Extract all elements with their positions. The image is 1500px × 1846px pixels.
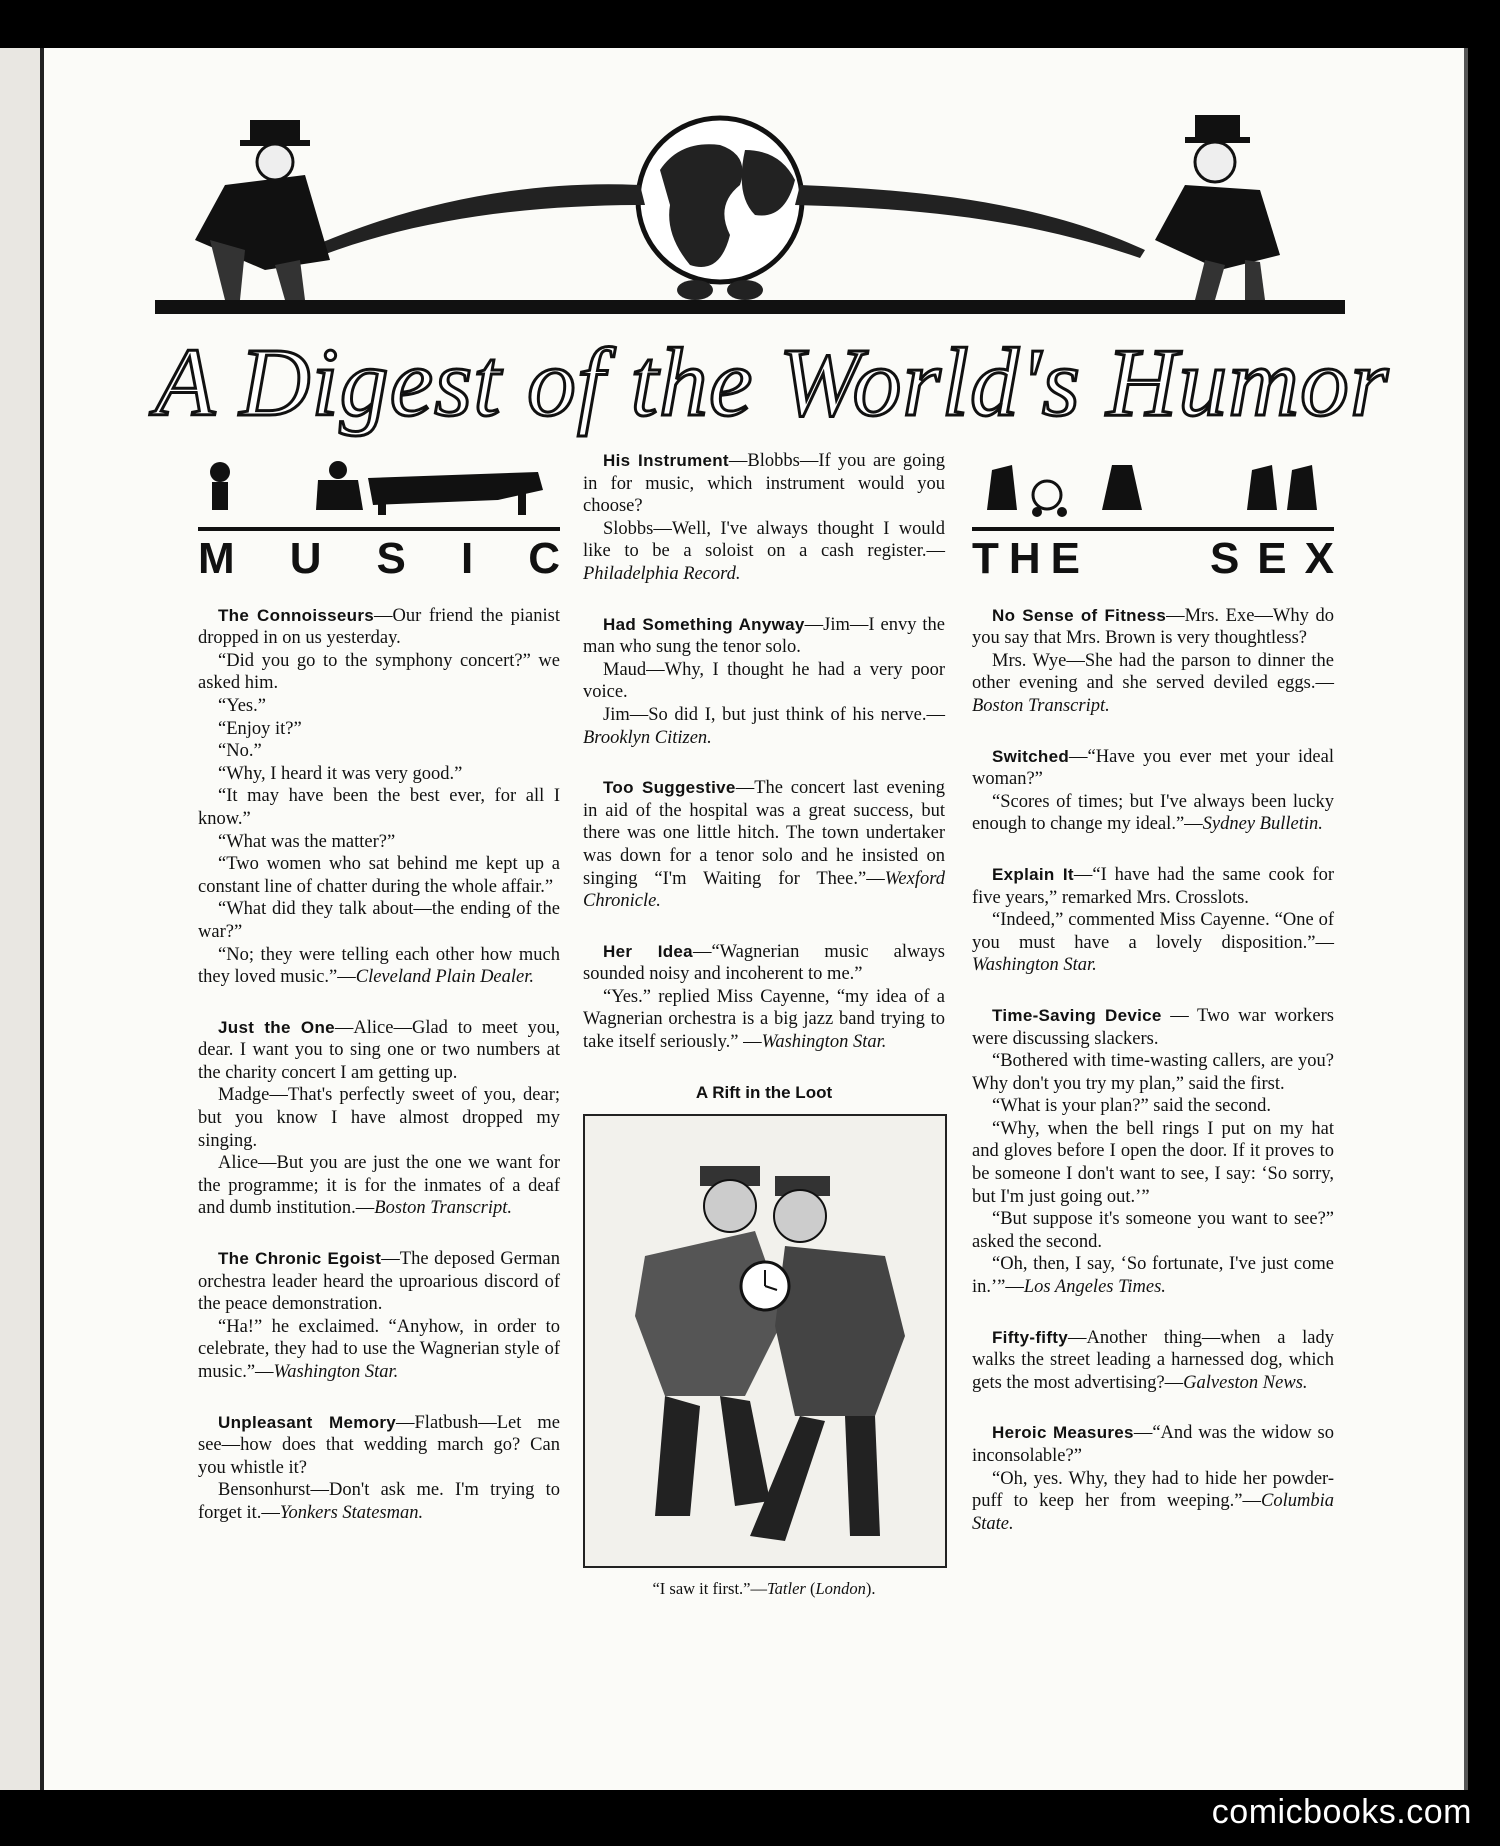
soldiers-fighting-over-clock-icon [585,1116,945,1566]
joke-headline: His Instrument [603,451,729,470]
joke-source: Yonkers Statesman. [279,1502,424,1523]
joke-item [972,864,1334,977]
joke-text: —Blobbs—If you are going in for music, which instrument would you choose? [583,451,945,517]
joke-paragraph [972,1005,1334,1050]
joke-item [583,450,945,586]
joke-text: “What is your plan?” said the second. [992,1096,1271,1117]
joke-paragraph [972,605,1334,650]
joke-item [972,605,1334,718]
caption-place: London [815,1579,866,1599]
joke-headline: Heroic Measures [992,1423,1134,1443]
joke-item [972,1422,1334,1535]
joke-paragraph [198,1479,560,1524]
globe-tug-of-war-illustration [155,90,1345,325]
joke-paragraph [198,1248,560,1316]
joke-paragraph [198,605,560,650]
joke-text: Alice—But you are just the one we want for the programme; it is for the inmates of a deaf and dumb institution.— [198,1153,560,1219]
joke-text: “Oh, yes. Why, they had to hide her powder-puff to keep her from weeping.”— [972,1468,1334,1512]
joke-paragraph [583,941,945,986]
page-title: A Digest of the World's Humor [155,329,1390,437]
joke-text: “What was the matter?” [218,831,396,852]
joke-text: “Indeed,” commented Miss Cayenne. “One of you must have a lovely disposition.”— [972,910,1334,953]
joke-item [198,605,560,989]
joke-paragraph [583,704,945,749]
joke-text: —Mrs. Exe—Why do you say that Mrs. Brown is very thoughtless? [972,605,1334,649]
joke-text: “Ha!” he exclaimed. “Anyhow, in order to celebrate, they had to use the Wagnerian style of music.”— [198,1316,560,1382]
joke-headline: Time-Saving Device [992,1005,1162,1025]
joke-source: Cleveland Plain Dealer. [355,967,535,988]
joke-source: Philadelphia Record. [583,563,741,584]
joke-text: —Flatbush—Let me see—how does that wedding march go? Can you whistle it? [198,1412,560,1478]
joke-paragraph [198,718,560,741]
joke-text: —“I have had the same cook for five years,” remarked Mrs. Crosslots. [972,864,1334,908]
joke-paragraph [198,831,560,854]
joke-source: Boston Transcript. [972,695,1110,716]
joke-source: Washington Star. [972,955,1097,976]
joke-text: “Two women who sat behind me kept up a constant line of chatter during the whole affair.” [198,854,560,897]
sex-heading [972,531,1352,587]
joke-paragraph [972,791,1334,836]
cartoon-caption: “I saw it first.”—Tatler (London). [652,1579,876,1599]
joke-text: “Scores of times; but I've always been lucky enough to change my ideal.”— [972,791,1334,835]
joke-paragraph [583,986,945,1054]
joke-paragraph [583,518,945,586]
joke-source: Los Angeles Times. [1023,1277,1166,1298]
joke-paragraph [972,864,1334,909]
joke-text: —Our friend the pianist dropped in on us yesterday. [198,605,560,649]
joke-text: “Why, I heard it was very good.” [218,763,463,784]
joke-headline: The Connoisseurs [218,605,375,625]
joke-source: Brooklyn Citizen. [583,727,712,748]
heading-letter: I [460,533,474,583]
cartoon-title: A Rift in the Loot [695,1082,833,1102]
joke-headline: Had Something Anyway [603,614,805,634]
sex-items [972,605,1334,1536]
joke-headline: Unpleasant Memory [218,1412,397,1432]
joke-paragraph [972,1422,1334,1467]
middle-column [583,450,945,1601]
joke-paragraph [972,1468,1334,1536]
heading-letter: U [289,533,322,583]
heading-word: SEX [1209,533,1352,583]
joke-source: Sydney Bulletin. [1202,814,1323,835]
joke-paragraph [972,1118,1334,1208]
joke-paragraph [198,650,560,695]
joke-text: Jim—So did I, but just think of his nerve.— [603,704,945,725]
joke-text: —The deposed German orchestra leader heard the uproarious discord of the peace demonstration. [198,1249,560,1315]
joke-text: “No.” [218,741,262,762]
middle-items [583,450,945,1054]
joke-headline: The Chronic Egoist [218,1249,382,1269]
joke-item [583,614,945,750]
joke-item [583,777,945,913]
joke-paragraph [198,1316,560,1384]
joke-paragraph [972,1253,1334,1298]
joke-paragraph [198,898,560,943]
children-with-piano-icon [198,450,560,520]
joke-headline: Her Idea [603,941,693,961]
joke-headline: Explain It [992,864,1074,884]
joke-text: — Two war workers were discussing slackers. [972,1005,1335,1049]
joke-item [972,1327,1334,1395]
joke-text: Madge—That's perfectly sweet of you, dear; but you know I have almost dropped my singing. [198,1085,560,1151]
joke-text: —“And was the widow so inconsolable?” [972,1423,1334,1466]
joke-text: —The concert last evening in aid of the hospital was a great success, but there was one little hitch. The town undertaker was down for a tenor solo and he insisted on singing “I'm Waiting for Thee.”— [583,778,946,889]
joke-paragraph [198,1412,560,1480]
joke-source: Columbia State. [972,1491,1334,1534]
caption-quote: “I saw it first.”— [652,1579,768,1599]
joke-headline: Switched [992,746,1070,766]
joke-paragraph [198,944,560,989]
joke-text: “Oh, then, I say, ‘So fortunate, I've just come in.’”— [972,1254,1334,1298]
joke-text: —“Wagnerian music always sounded noisy and incoherent to me.” [583,941,945,985]
joke-text: “But suppose it's someone you want to see?” asked the second. [972,1209,1334,1252]
joke-item [972,746,1334,836]
music-heading [198,531,560,587]
joke-paragraph [972,746,1334,791]
joke-text: Maud—Why, I thought he had a very poor voice. [583,659,945,703]
joke-text: —“Have you ever met your ideal woman?” [972,746,1334,790]
heading-letter: M [198,533,235,583]
joke-paragraph [972,1050,1334,1095]
cartoon-illustration [583,1114,947,1568]
joke-text: “Enjoy it?” [218,718,302,739]
joke-paragraph [972,1095,1334,1118]
joke-text: “Why, when the bell rings I put on my hat and gloves before I open the door. If it proves to be someone I don't want to see, I say: ‘So sorry, but I'm just going out.’” [972,1118,1334,1207]
joke-paragraph [972,1208,1334,1253]
joke-item [972,1005,1334,1299]
joke-paragraph [198,763,560,786]
joke-text: “Yes.” [218,695,266,716]
joke-text: “What did they talk about—the ending of the war?” [198,899,560,942]
joke-text: —Another thing—when a lady walks the street leading a harnessed dog, which gets the most advertising?— [972,1327,1334,1393]
joke-source: Galveston News. [1183,1372,1308,1393]
joke-text: Mrs. Wye—She had the parson to dinner the other evening and she served deviled eggs.— [972,650,1334,694]
joke-source: Washington Star. [273,1362,399,1382]
joke-text: Slobbs—Well, I've always thought I would like to be a soloist on a cash register.— [583,518,945,562]
heading-letter: C [528,533,560,583]
joke-paragraph [972,909,1334,977]
heading-word: THE [972,533,1090,583]
joke-text: —Jim—I envy the man who sung the tenor solo. [583,614,945,658]
joke-text: —Alice—Glad to meet you, dear. I want you to sing one or two numbers at the charity concert I am getting up. [198,1017,560,1083]
joke-paragraph [198,1152,560,1220]
sex-column [972,450,1352,1563]
joke-paragraph [583,777,945,913]
left-page-edge [0,48,40,1790]
joke-paragraph [198,785,560,830]
joke-text: Bensonhurst—Don't ask me. I'm trying to forget it.— [198,1480,560,1523]
joke-headline: Just the One [218,1017,335,1037]
joke-source: Washington Star. [761,1032,887,1053]
music-items [198,605,560,1525]
music-column [198,450,560,1553]
joke-item [583,941,945,1054]
joke-paragraph [972,650,1334,718]
joke-paragraph [198,1017,560,1085]
joke-text: “Bothered with time-wasting callers, are you? Why don't you try my plan,” said the first. [972,1051,1334,1094]
joke-paragraph [198,695,560,718]
joke-paragraph [583,659,945,704]
joke-item [198,1248,560,1384]
joke-text: “It may have been the best ever, for all I know.” [198,786,560,829]
heading-letter: S [376,533,406,583]
joke-text: “Did you go to the symphony concert?” we asked him. [198,650,560,694]
joke-paragraph [198,1084,560,1152]
joke-headline: Too Suggestive [603,778,736,798]
joke-paragraph [972,1327,1334,1395]
joke-paragraph [198,853,560,898]
joke-item [198,1412,560,1525]
joke-paragraph [198,740,560,763]
joke-headline: Fifty-fifty [992,1327,1069,1347]
joke-item [198,1017,560,1220]
joke-text: “Yes.” replied Miss Cayenne, “my idea of a Wagnerian orchestra is a big jazz band trying to take itself seriously.” — [583,986,945,1053]
joke-paragraph [583,450,945,518]
joke-paragraph [583,614,945,659]
watermark: comicbooks.com [1211,1793,1472,1831]
joke-text: “No; they were telling each other how much they loved music.”— [198,944,560,988]
figures-with-pram-icon [972,450,1334,520]
joke-source: Boston Transcript. [374,1198,513,1219]
joke-source: Wexford Chronicle. [583,868,945,912]
caption-source: Tatler [767,1579,806,1599]
joke-headline: No Sense of Fitness [992,605,1167,625]
